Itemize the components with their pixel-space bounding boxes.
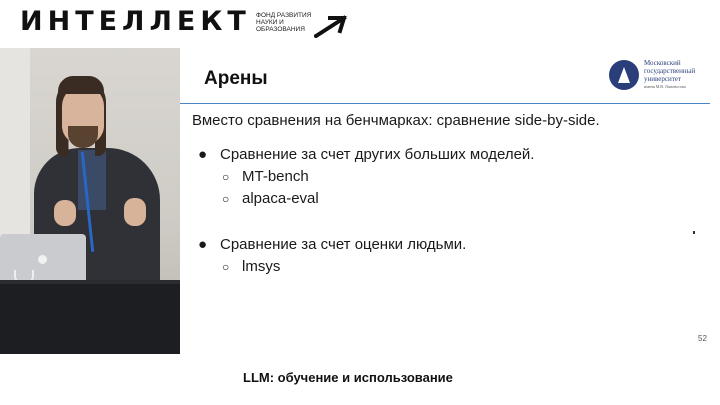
- sub-bullet-text: alpaca-eval: [242, 190, 319, 207]
- sub-bullet-circle-icon: ○: [222, 170, 230, 184]
- speaker-hair-top: [58, 76, 104, 94]
- speaker-right-hand: [124, 198, 146, 226]
- msu-emblem-icon: [609, 60, 639, 90]
- slide-lead-text: Вместо сравнения на бенчмарках: сравнение side-by-side.: [192, 112, 600, 129]
- msu-logo-subtitle: имени М.В. Ломоносова: [644, 84, 686, 89]
- bullet-dot-icon: ●: [198, 146, 208, 163]
- bullet-item: [198, 236, 466, 253]
- sub-bullet-text: MT-bench: [242, 168, 309, 185]
- speaker-video: [0, 48, 180, 354]
- sub-bullet-circle-icon: ○: [222, 192, 230, 206]
- sub-bullet-item: [222, 168, 309, 185]
- presentation-slide: [180, 48, 720, 354]
- sub-bullet-text: lmsys: [242, 258, 281, 275]
- bullet-dot-icon: ●: [198, 236, 208, 253]
- caption-bar: [0, 354, 720, 405]
- brand-tagline: ФОНД РАЗВИТИЯ НАУКИ И ОБРАЗОВАНИЯ: [256, 12, 312, 33]
- bullet-item: [198, 146, 534, 163]
- slide-page-number: 52: [698, 334, 707, 343]
- apple-logo-icon: [38, 255, 47, 264]
- sub-bullet-item: [222, 190, 319, 207]
- title-divider: [180, 103, 710, 104]
- slide-title: Арены: [204, 68, 268, 89]
- arrow-icon: [314, 14, 348, 38]
- brand-header: [0, 0, 720, 48]
- speaker-left-hand: [54, 200, 76, 226]
- msu-logo-name: Московский государственный университет: [644, 59, 696, 83]
- podium: [0, 284, 180, 354]
- brand-wordmark: ИНТЕЛЛЕКТ: [20, 6, 251, 37]
- talk-title-caption: LLM: обучение и использование: [243, 370, 453, 385]
- bullet-text: Сравнение за счет оценки людьми.: [220, 236, 467, 253]
- bullet-text: Сравнение за счет других больших моделей.: [220, 146, 535, 163]
- slide-mark: [693, 231, 695, 234]
- msu-logo: [609, 58, 709, 94]
- sub-bullet-circle-icon: ○: [222, 260, 230, 274]
- sub-bullet-item: [222, 258, 280, 275]
